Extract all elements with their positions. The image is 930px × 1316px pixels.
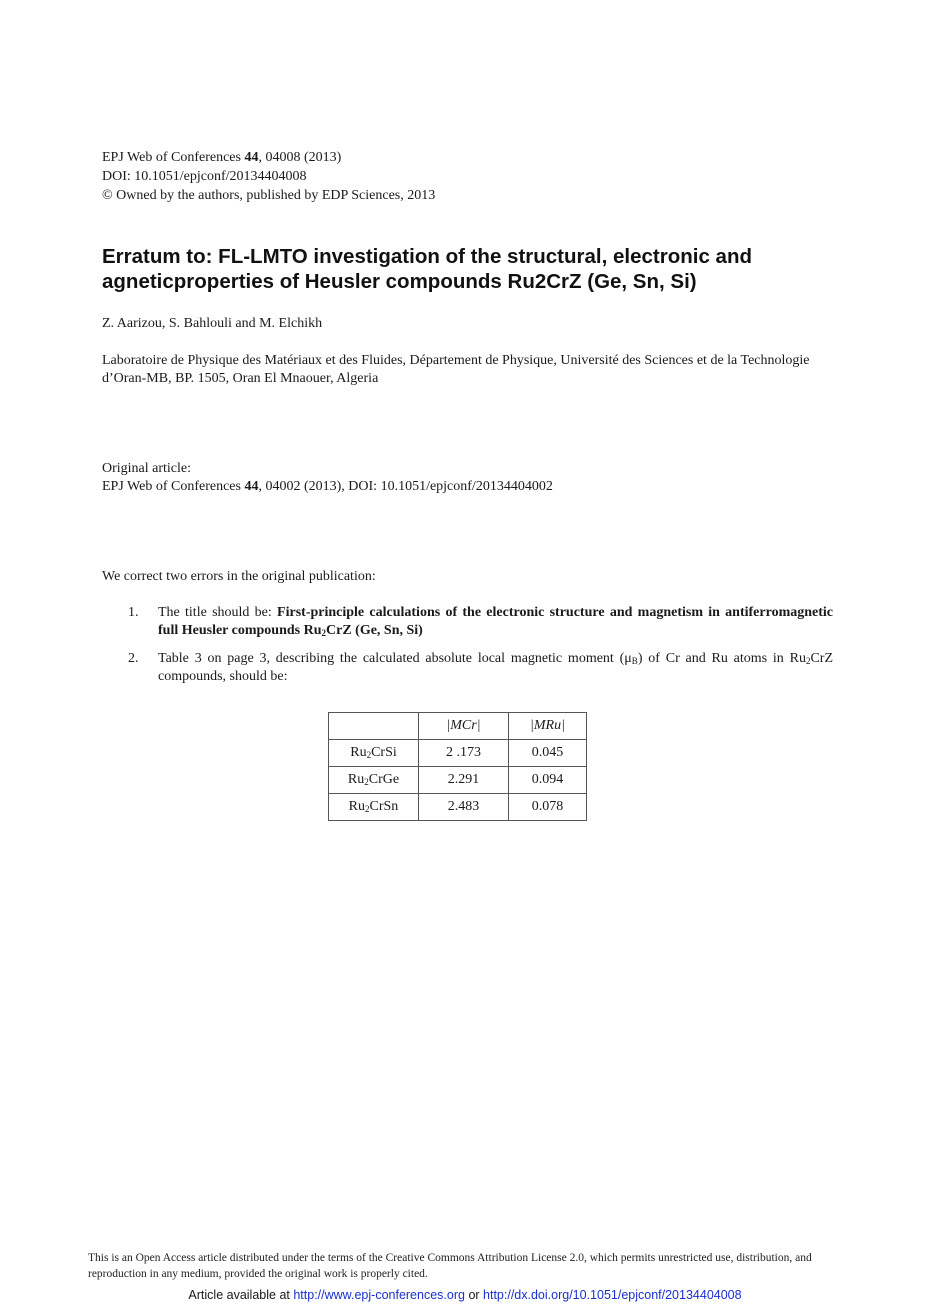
compound-suffix: CrSn	[369, 799, 399, 814]
availability-or: or	[464, 1288, 484, 1302]
affiliation: Laboratoire de Physique des Matériaux et des Fluides, Département de Physique, Université des Sciences et de la Technologie d’Oran-MB, BP. 1505, Oran El Mnaouer, Algeria	[102, 353, 810, 386]
subscript: 2	[365, 804, 370, 814]
title-line-1: Erratum to: FL-LMTO investigation of the structural, electronic and	[102, 245, 752, 268]
list-number: 2.	[128, 651, 139, 666]
mru-cell: 0.045	[509, 740, 587, 767]
compound-cell	[329, 740, 419, 767]
compound-cell	[329, 767, 419, 794]
item-lead: The title should be:	[158, 605, 278, 620]
list-item	[128, 604, 833, 640]
subscript: 2	[321, 628, 326, 638]
compound-suffix: CrGe	[368, 772, 400, 787]
compound-cell	[329, 794, 419, 821]
mcr-cell: 2.483	[419, 794, 509, 821]
compound-prefix: Ru	[348, 799, 366, 814]
table-header-cell: |MRu|	[509, 713, 587, 740]
list-text	[158, 650, 833, 686]
compound-suffix: CrSi	[371, 745, 397, 760]
table-header-cell: |MCr|	[419, 713, 509, 740]
compound-prefix: Ru	[350, 745, 367, 760]
doi-link[interactable]: http://dx.doi.org/10.1051/epjconf/20134404008	[483, 1288, 742, 1302]
item-text-part1: Table 3 on page 3, describing the calculated absolute local magnetic moment (μ	[158, 651, 632, 666]
table-row	[329, 740, 587, 767]
subscript: 2	[805, 656, 811, 666]
license-notice: This is an Open Access article distributed under the terms of the Creative Commons Attribution License 2.0, which permits unrestricted use, distribution, and reproduction in any medium, provided the original work is properly cited.	[88, 1252, 812, 1280]
table-header-row	[329, 713, 587, 740]
journal-citation	[102, 148, 435, 167]
list-number: 1.	[128, 605, 139, 620]
title-line-2: agneticproperties of Heusler compounds Ru2CrZ (Ge, Sn, Si)	[102, 270, 697, 293]
mcr-cell: 2.291	[419, 767, 509, 794]
table-row	[329, 794, 587, 821]
list-item	[128, 650, 833, 686]
corrected-title-part2: CrZ (Ge, Sn, Si)	[326, 623, 423, 638]
corrected-title-part1: First-principle calculations of the electronic structure and magnetism in antiferromagnetic full Heusler compounds Ru	[158, 605, 833, 638]
original-article-citation	[102, 478, 553, 496]
original-journal-name: EPJ Web of Conferences	[102, 479, 245, 494]
list-text	[158, 604, 833, 640]
intro-sentence: We correct two errors in the original publication:	[102, 569, 376, 584]
journal-article-number: , 04008 (2013)	[258, 150, 342, 165]
compound-prefix: Ru	[347, 772, 365, 787]
item-text-part2: ) of Cr and Ru atoms in Ru	[637, 651, 806, 666]
original-article	[102, 460, 553, 496]
authors: Z. Aarizou, S. Bahlouli and M. Elchikh	[102, 316, 323, 331]
subscript: B	[631, 656, 638, 666]
mru-cell: 0.094	[509, 767, 587, 794]
journal-volume: 44	[244, 150, 259, 165]
availability-label: Article available at	[188, 1288, 294, 1302]
publication-header	[102, 148, 435, 205]
copyright-line: © Owned by the authors, published by EDP Sciences, 2013	[102, 188, 436, 203]
table-header-cell	[329, 713, 419, 740]
subscript: 2	[364, 777, 369, 787]
original-article-label: Original article:	[102, 461, 192, 476]
journal-name: EPJ Web of Conferences	[102, 150, 245, 165]
mru-cell: 0.078	[509, 794, 587, 821]
original-volume: 44	[244, 479, 259, 494]
paper-title	[102, 244, 842, 294]
magnetic-moment-table	[328, 712, 587, 821]
epj-conferences-link[interactable]: http://www.epj-conferences.org	[293, 1288, 465, 1302]
table-row	[329, 767, 587, 794]
availability-footer	[0, 1288, 930, 1302]
doi-line: DOI: 10.1051/epjconf/20134404008	[102, 169, 307, 184]
mcr-cell: 2 .173	[419, 740, 509, 767]
item-text-part3: CrZ compounds, should be:	[158, 651, 834, 684]
original-doi: , 04002 (2013), DOI: 10.1051/epjconf/20134404002	[258, 479, 553, 494]
subscript: 2	[366, 750, 372, 760]
